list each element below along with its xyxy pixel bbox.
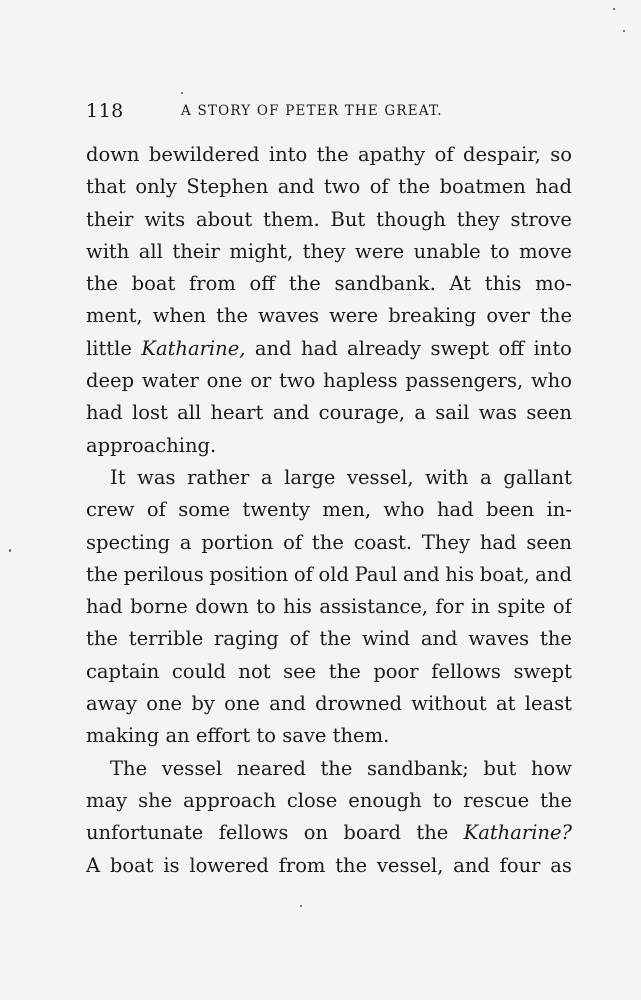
word: and	[277, 175, 315, 199]
word: the	[540, 627, 572, 651]
word: despair,	[463, 143, 541, 166]
word: from	[189, 272, 236, 296]
word: breaking	[388, 304, 477, 328]
word: terrible	[128, 627, 204, 651]
word: wind	[362, 627, 411, 651]
word: strove	[510, 207, 572, 231]
word: had	[86, 401, 123, 425]
word: perilous	[123, 562, 204, 586]
word: she	[138, 788, 173, 812]
word: of	[146, 498, 166, 522]
word: though	[376, 207, 446, 231]
scan-speck	[613, 8, 615, 10]
word: of	[434, 143, 454, 166]
word: from	[278, 853, 326, 877]
word: save	[282, 724, 327, 748]
word: the	[398, 175, 431, 199]
word: the	[540, 788, 572, 812]
word: may	[86, 788, 128, 812]
text-line	[86, 397, 572, 429]
word: ment,	[86, 304, 143, 328]
scan-speck	[9, 549, 11, 552]
word: the	[319, 627, 352, 651]
word: four	[499, 853, 541, 877]
body-text	[86, 139, 572, 882]
word: fellows	[218, 821, 289, 845]
text-line	[86, 623, 572, 655]
word: about	[195, 207, 253, 231]
word: captain	[86, 659, 160, 683]
word: this	[484, 272, 522, 296]
word: could	[171, 659, 226, 683]
word: to	[256, 724, 276, 748]
word: the	[86, 272, 118, 296]
word: hapless	[323, 369, 398, 393]
word: for	[435, 595, 464, 619]
word: enough	[348, 788, 422, 812]
word: but	[483, 756, 517, 780]
word: down	[86, 143, 140, 166]
word: and	[420, 627, 458, 651]
text-line	[86, 817, 572, 849]
word: on	[303, 821, 329, 845]
word: of	[293, 562, 313, 586]
word: apathy	[358, 143, 426, 166]
word: bewildered	[148, 143, 260, 166]
word: least	[524, 692, 572, 716]
italic-word: Katharine?	[463, 821, 572, 845]
word: portion	[201, 530, 274, 554]
word: his	[283, 595, 312, 619]
word: water	[141, 369, 199, 393]
word: approach	[183, 788, 276, 812]
word: raging	[214, 627, 279, 651]
word: twenty	[242, 498, 310, 522]
word: two	[279, 369, 316, 393]
word: the	[416, 821, 449, 845]
word: down	[195, 595, 249, 619]
word: an	[165, 724, 190, 748]
word: had	[436, 498, 474, 522]
word: the	[320, 756, 353, 780]
word: of	[369, 175, 389, 199]
word: crew	[86, 498, 135, 522]
word: away	[86, 692, 137, 716]
word: a	[414, 401, 426, 425]
word: into	[268, 143, 308, 166]
word: A	[86, 853, 101, 877]
word: not	[238, 659, 271, 683]
word: position	[209, 562, 289, 586]
word: the	[86, 627, 118, 651]
word: to	[490, 239, 510, 263]
word: their	[172, 239, 220, 263]
word: in	[471, 595, 490, 619]
word: boat,	[479, 562, 530, 586]
word: coast.	[353, 530, 413, 554]
word: seen	[526, 401, 572, 425]
word: the	[216, 304, 249, 328]
word: At	[449, 272, 472, 296]
text-line	[86, 333, 572, 365]
word: deep	[86, 369, 135, 393]
text-line	[86, 171, 572, 203]
text-line	[86, 236, 572, 268]
word: gallant	[503, 465, 572, 489]
word: so	[550, 143, 572, 166]
word: making	[86, 724, 160, 748]
word: poor	[373, 659, 419, 683]
italic-word: Katharine,	[141, 336, 246, 360]
text-line	[86, 591, 572, 623]
word: the	[288, 272, 321, 296]
word: were	[329, 304, 379, 328]
word: all	[177, 401, 202, 425]
word: courage,	[318, 401, 406, 425]
word: some	[178, 498, 231, 522]
text-line	[86, 785, 572, 817]
text-line	[86, 462, 572, 494]
word: boatmen	[439, 175, 526, 199]
word: or	[250, 369, 272, 393]
word: wits	[144, 207, 186, 231]
word: neared	[236, 756, 306, 780]
word: the	[328, 659, 361, 683]
word: passengers,	[405, 369, 524, 393]
word: approaching.	[86, 433, 217, 457]
word: over	[486, 304, 530, 328]
word: specting	[86, 530, 171, 554]
word: at	[495, 692, 516, 716]
word: all	[138, 239, 163, 263]
word: was	[478, 401, 518, 425]
word: and	[402, 562, 440, 586]
word: off	[249, 272, 276, 296]
word: But	[330, 207, 366, 231]
word: and	[272, 401, 310, 425]
word: large	[284, 465, 336, 489]
word: boat	[131, 272, 176, 296]
word: fellows	[431, 659, 501, 683]
word: seen	[526, 530, 572, 554]
word: without	[411, 692, 487, 716]
word: in-	[546, 498, 572, 522]
word: waves	[258, 304, 319, 328]
word: effort	[195, 724, 251, 748]
word: The	[110, 756, 148, 780]
word: that	[86, 175, 126, 199]
word: had	[535, 175, 572, 199]
word: the	[86, 562, 118, 586]
word: see	[283, 659, 317, 683]
word: with	[86, 239, 130, 263]
word: vessel	[161, 756, 223, 780]
word: Paul	[354, 562, 398, 586]
word: drowned	[315, 692, 402, 716]
scan-speck	[300, 905, 302, 907]
word: spite	[497, 595, 546, 619]
word: by	[191, 692, 215, 716]
word: only	[135, 175, 177, 199]
word: mo-	[535, 272, 572, 296]
word: assistance,	[319, 595, 428, 619]
word: had	[301, 336, 338, 360]
word: is	[163, 853, 180, 877]
word: board	[343, 821, 402, 845]
word: who	[383, 498, 425, 522]
word: the	[335, 853, 368, 877]
word: vessel,	[347, 465, 414, 489]
text-line	[86, 753, 572, 785]
word: It	[110, 465, 126, 489]
word: how	[530, 756, 572, 780]
word: to	[432, 788, 453, 812]
word: swept	[513, 659, 572, 683]
word: off	[498, 336, 525, 360]
word: unable	[413, 239, 481, 263]
word: Stephen	[186, 175, 269, 199]
word: were	[355, 239, 405, 263]
text-line	[86, 268, 572, 300]
word: with	[425, 465, 469, 489]
word: them.	[332, 724, 390, 748]
page-number: 118	[86, 100, 124, 122]
word: had	[86, 595, 123, 619]
text-line	[86, 365, 572, 397]
text-line	[86, 430, 572, 462]
running-header	[86, 100, 572, 128]
word: was	[137, 465, 176, 489]
word: sandbank;	[367, 756, 469, 780]
word: into	[533, 336, 572, 360]
word: waves	[468, 627, 530, 651]
word: when	[152, 304, 207, 328]
word: and	[254, 336, 292, 360]
word: two	[323, 175, 361, 199]
word: been	[486, 498, 535, 522]
word: as	[550, 853, 572, 877]
word: rescue	[463, 788, 530, 812]
word: borne	[130, 595, 188, 619]
word: had	[479, 530, 517, 554]
word: the	[316, 143, 349, 166]
word: they	[302, 239, 346, 263]
word: the	[540, 304, 572, 328]
word: a	[260, 465, 273, 489]
word: and	[453, 853, 490, 877]
word: who	[530, 369, 572, 393]
word: one	[224, 692, 260, 716]
word: one	[206, 369, 243, 393]
text-line	[86, 850, 572, 882]
word: of	[289, 627, 309, 651]
running-title: A STORY OF PETER THE GREAT.	[181, 103, 443, 119]
text-line	[86, 494, 572, 526]
word: of	[552, 595, 572, 619]
word: heart	[210, 401, 264, 425]
word: they	[456, 207, 500, 231]
word: unfortunate	[86, 821, 204, 845]
word: lowered	[189, 853, 269, 877]
word: They	[421, 530, 470, 554]
word: of	[283, 530, 303, 554]
word: old	[318, 562, 349, 586]
word: a	[480, 465, 492, 489]
text-line	[86, 688, 572, 720]
word: one	[146, 692, 183, 716]
word: lost	[131, 401, 168, 425]
word: and	[269, 692, 306, 716]
text-line	[86, 527, 572, 559]
word: move	[519, 239, 572, 263]
text-line	[86, 656, 572, 688]
scan-speck	[623, 30, 625, 32]
word: vessel,	[376, 853, 444, 877]
word: their	[86, 207, 134, 231]
word: already	[347, 336, 422, 360]
word: the	[311, 530, 344, 554]
word: to	[256, 595, 276, 619]
text-line	[86, 139, 572, 171]
word: his	[445, 562, 475, 586]
word: them.	[263, 207, 320, 231]
word: little	[86, 336, 132, 360]
text-line	[86, 559, 572, 591]
word: rather	[187, 465, 250, 489]
word: might,	[229, 239, 294, 263]
word: and	[535, 562, 572, 586]
word: close	[286, 788, 338, 812]
text-line	[86, 720, 572, 752]
scan-speck	[181, 92, 183, 94]
word: boat	[109, 853, 154, 877]
text-line	[86, 204, 572, 236]
word: sandbank.	[334, 272, 436, 296]
word: men,	[322, 498, 372, 522]
word: swept	[430, 336, 490, 360]
word: sail	[435, 401, 470, 425]
text-line	[86, 300, 572, 332]
word: a	[179, 530, 192, 554]
